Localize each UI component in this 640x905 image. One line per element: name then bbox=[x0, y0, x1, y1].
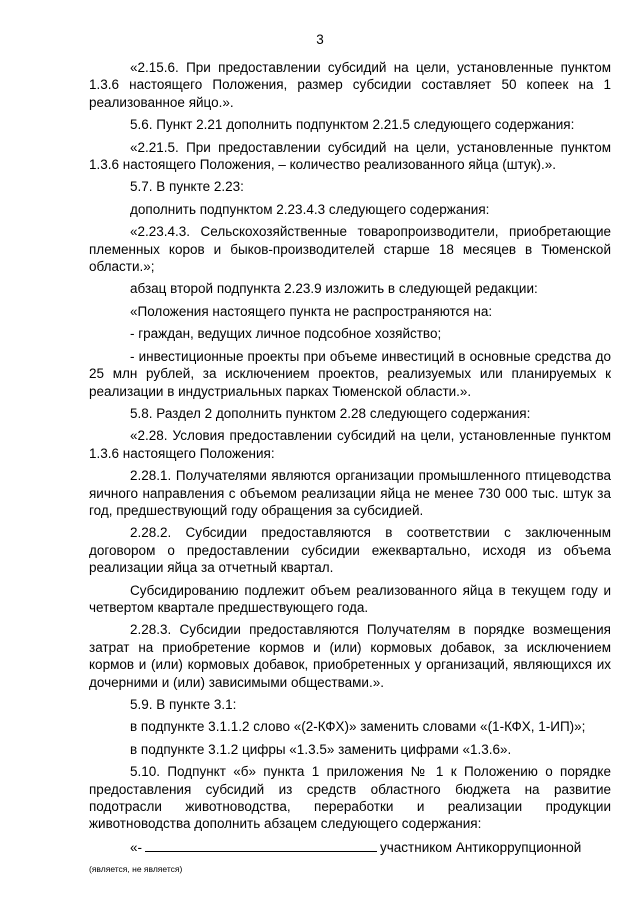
field-hint: (является, не является) bbox=[89, 864, 183, 875]
paragraph: «2.28. Условия предоставлении субсидий на цели, установленные пунктом 1.3.6 настоящего Положения: bbox=[89, 428, 611, 461]
paragraph: дополнить подпунктом 2.23.4.3 следующего содержания: bbox=[130, 201, 490, 217]
signature-lead: «- bbox=[130, 839, 143, 855]
paragraph: 2.28.2. Субсидии предоставляются в соответствии с заключенным договором о предоставлении субсидии ежеквартально, исходя из объема реализации яйца за отчетный квартал. bbox=[89, 525, 611, 576]
signature-tail: участником Антикоррупционной bbox=[380, 839, 582, 855]
blank-field-line bbox=[145, 838, 377, 852]
document-body bbox=[89, 59, 611, 884]
page-number: 3 bbox=[316, 32, 324, 47]
paragraph: «2.15.6. При предоставлении субсидий на цели, установленные пунктом 1.3.6 настоящего Положения, размер субсидии составляет 50 копеек на 1 реализованное яйцо.». bbox=[89, 60, 611, 110]
paragraph: в подпункте 3.1.1.2 слово «(2-КФХ)» заменить словами «(1-КФХ, 1-ИП)»; bbox=[130, 719, 586, 735]
paragraph: Субсидированию подлежит объем реализованного яйца в текущем году и четвертом квартале предшествующего года. bbox=[89, 582, 611, 615]
paragraph: 5.10. Подпункт «б» пункта 1 приложения № 1 к Положению о порядке предоставления субсидий из средств областного бюджета на развитие подотрасли животноводства, переработки и реализации продукции животноводства дополнить абзацем следующего содержания: bbox=[89, 764, 611, 832]
paragraph: в подпункте 3.1.2 цифры «1.3.5» заменить цифрами «1.3.6». bbox=[130, 741, 512, 757]
paragraph: 5.6. Пункт 2.21 дополнить подпунктом 2.21.5 следующего содержания: bbox=[130, 117, 575, 133]
paragraph: 2.28.1. Получателями являются организации промышленного птицеводства яичного направления с объемом реализации яйца не менее 730 000 тыс. штук за год, предшествующий году обращения за субсидией. bbox=[89, 468, 611, 518]
paragraph: - инвестиционные проекты при объеме инвестиций в основные средства до 25 млн рублей, за исключением проектов, реализуемых или планируемых к реализации в индустриальных парках Тюменской области.». bbox=[89, 348, 611, 399]
paragraph: 2.28.3. Субсидии предоставляются Получателям в порядке возмещения затрат на приобретение кормов и (или) кормовых добавок, за исключением кормов и (или) кормовых добавок, приобретенных у организаций, являющихся их дочерними и (или) зависимыми обществами.». bbox=[89, 622, 611, 690]
paragraph: «2.21.5. При предоставлении субсидий на цели, установленные пунктом 1.3.6 настоящего Положения, – количество реализованного яйца (штук).». bbox=[89, 139, 611, 173]
paragraph: 5.7. В пункте 2.23: bbox=[130, 179, 244, 195]
paragraph: абзац второй подпункта 2.23.9 изложить в следующей редакции: bbox=[130, 281, 538, 297]
paragraph: «2.23.4.3. Сельскохозяйственные товаропроизводители, приобретающие племенных коров и быков-производителей старше 18 месяцев в Тюменской области.»; bbox=[89, 224, 611, 275]
signature-line bbox=[89, 838, 611, 856]
paragraph: 5.8. Раздел 2 дополнить пунктом 2.28 следующего содержания: bbox=[130, 405, 531, 421]
paragraph: - граждан, ведущих личное подсобное хозяйство; bbox=[130, 326, 442, 342]
paragraph: «Положения настоящего пункта не распространяются на: bbox=[130, 303, 493, 319]
paragraph: 5.9. В пункте 3.1: bbox=[130, 697, 237, 712]
